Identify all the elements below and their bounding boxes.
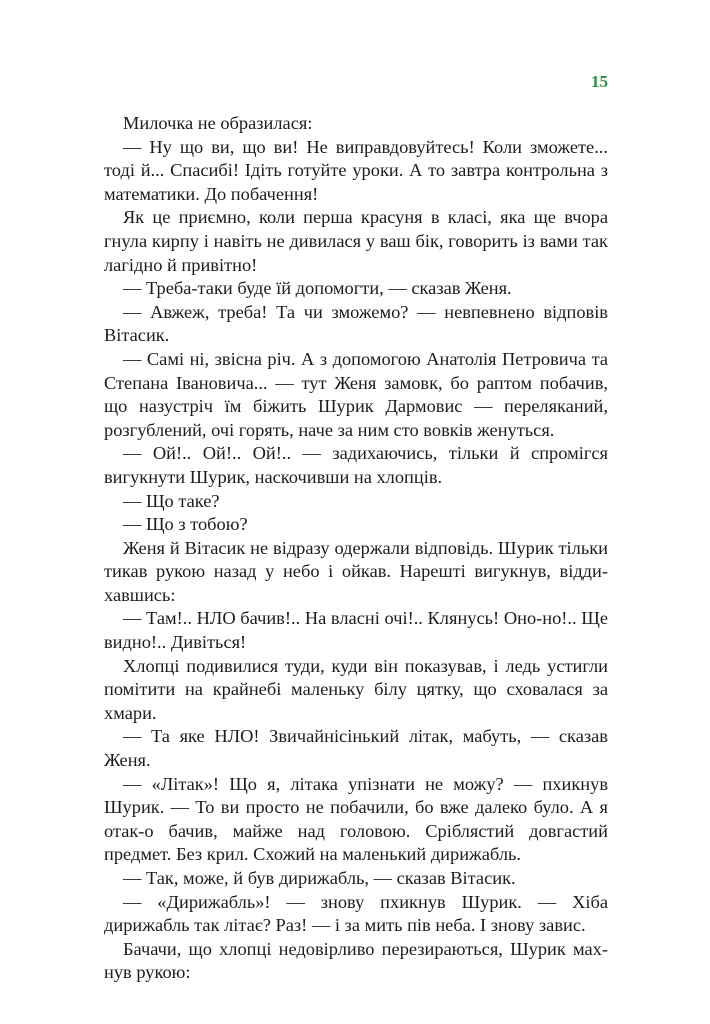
paragraph: — Та яке НЛО! Звичайнісінький літак, мабуть, — сказав Женя. xyxy=(104,726,608,771)
page-number: 15 xyxy=(591,72,608,91)
paragraph: — Що з тобою? xyxy=(123,514,248,535)
paragraph: — Авжеж, треба! Та чи зможемо? — невпевнено відповів Вітасик. xyxy=(104,301,608,346)
paragraph: — Там!.. НЛО бачив!.. На власні очі!.. Клянусь! Оно-но!.. Ще видно!.. Дивіться! xyxy=(104,608,608,653)
paragraph: Милочка не образилася: xyxy=(123,113,313,133)
paragraph: Як це приємно, коли перша красуня в класі, яка ще вчора гнула кирпу і навіть не дивилася у ваш бік, говорить із вами так лагідно й привітно! xyxy=(104,207,608,275)
paragraph: — Що таке? xyxy=(123,490,220,511)
paragraph: — Самі ні, звісна річ. А з допомогою Анатолія Петровича та Степана Івановича... — тут Женя замовк, бо раптом побачив, що назустріч їм біжить Шурик Дармовис — переляканий, розгублений, очі горять, наче за ним сто вовків женуться. xyxy=(104,348,608,440)
paragraph: — Ой!.. Ой!.. Ой!.. — задихаючись, тільки й спромігся вигукнути Шурик, наскочивши на хлопців. xyxy=(104,443,608,487)
paragraph: Бачачи, що хлопці недовірливо перезираються, Шурик махнув рукою: xyxy=(104,938,608,983)
paragraph: — «Літак»! Що я, літака упізнати не можу? — пхикнув Шурик. — То ви просто не побачили, бо вже далеко було. А я отак-о бачив, майже над головою. Сріблястий довгастий предмет. Без крил. Схожий на маленький дирижабль. xyxy=(104,773,608,865)
paragraph: — Ну що ви, що ви! Не виправдовуйтесь! Коли зможете... тоді й... Спасибі! Ідіть готуйте уроки. А то завтра контрольна з математики. До побачення! xyxy=(104,136,608,204)
story-text xyxy=(104,112,608,985)
paragraph: Хлопці подивилися туди, куди він показував, і ледь устигли помітити на крайнебі маленьку білу цятку, що сховалася за хмари. xyxy=(104,655,608,723)
paragraph: — Так, може, й був дирижабль, — сказав Вітасик. xyxy=(123,868,516,888)
paragraph: Женя й Вітасик не відразу одержали відповідь. Шурик тільки тикав рукою назад у небо і ойкав. Нарешті вигукнув, віддихавшись: xyxy=(104,537,608,605)
paragraph: — Треба-таки буде їй допомогти, — сказав Женя. xyxy=(123,278,512,299)
paragraph: — «Дирижабль»! — знову пхикнув Шурик. — Хіба дирижабль так літає? Раз! — і за мить пів неба. І знову завис. xyxy=(104,891,608,936)
